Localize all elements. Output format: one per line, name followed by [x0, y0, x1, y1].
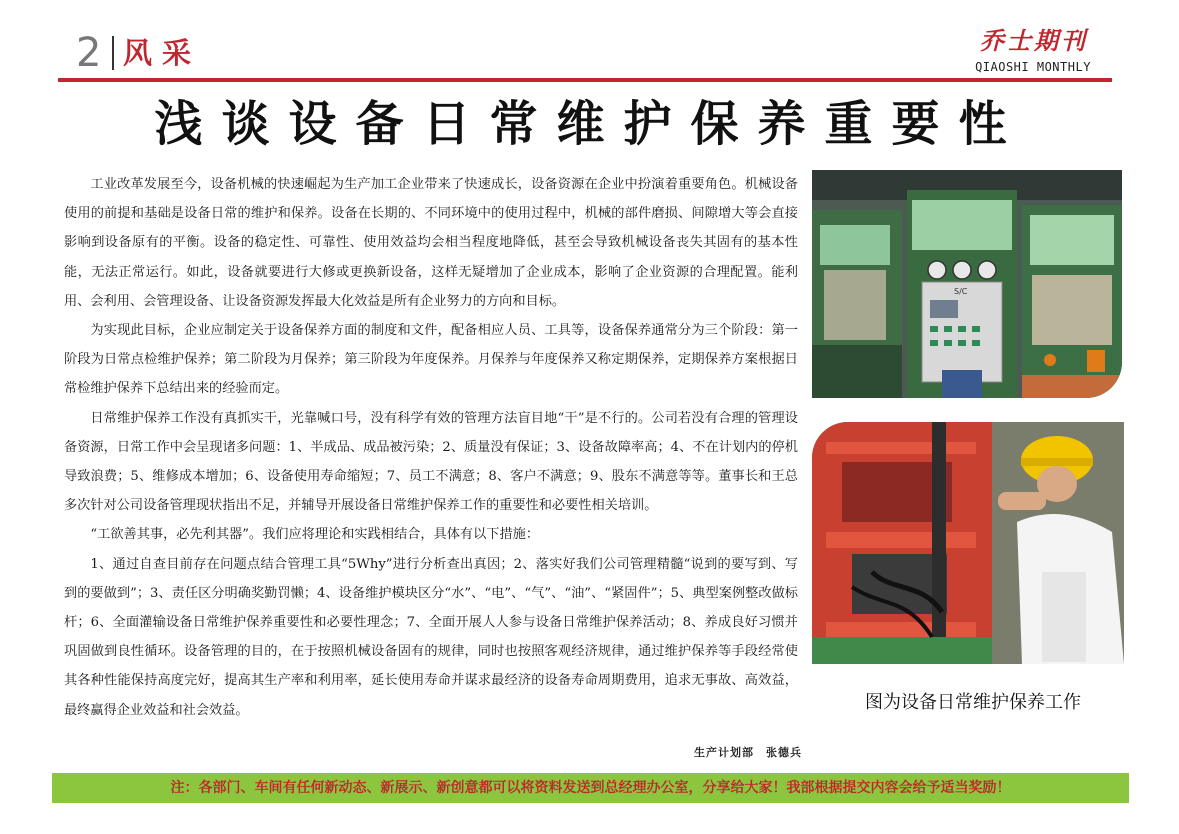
paragraph: 1、通过自查目前存在问题点结合管理工具“5Why”进行分析查出真因；2、落实好我们公司管理精髓“说到的要写到、写到的要做到”；3、责任区分明确奖勤罚懒；4、设备维护模块区分“水”、“电”、“气”、“油”、“紧固件”；5、典型案例整改做标杆；6、全面灌输设备日常维护保养重要性和必要性理念；7、全面开展人人参与设备日常维护保养活动；8、养成良好习惯并巩固做到良性循环。设备管理的目的，在于按照机械设备固有的规律，同时也按照客观经济规律，通过维护保养等手段经常使其各种性能保持高度完好，提高其生产率和利用率，延长使用寿命并谋求最经济的设备寿命周期费用，追求无事故、高效益，最终赢得企业效益和社会效益。: [64, 556, 798, 718]
header-rule: [58, 78, 1112, 82]
paragraph: “工欲善其事，必先利其器”。我们应将理论和实践相结合，具体有以下措施：: [90, 527, 540, 543]
brand-logo-en: QIAOSHI MONTHLY: [975, 60, 1091, 74]
header-divider: [112, 36, 114, 70]
paragraph: 日常维护保养工作没有真抓实干，光靠喊口号，没有科学有效的管理方法盲目地“干”是不行的。公司若没有合理的管理设备资源，日常工作中会呈现诸多问题：1、半成品、成品被污染；2、质量没有保证；3、设备故障率高；4、不在计划内的停机导致浪费；5、维修成本增加；6、设备使用寿命缩短；7、员工不满意；8、客户不满意；9、股东不满意等等。董事长和王总多次针对公司设备管理现状指出不足，并辅导开展设备日常维护保养工作的重要性和必要性相关培训。: [64, 410, 798, 514]
photo-caption: 图为设备日常维护保养工作: [865, 692, 1081, 713]
paragraph: 工业改革发展至今，设备机械的快速崛起为生产加工企业带来了快速成长，设备资源在企业中扮演着重要角色。机械设备使用的前提和基础是设备日常的维护和保养。设备在长期的、不同环境中的使用过程中，机械的部件磨损、间隙增大等会直接影响到设备原有的平衡。设备的稳定性、可靠性、使用效益均会相当程度地降低，甚至会导致机械设备丧失其固有的基本性能，无法正常运行。如此，设备就要进行大修或更换新设备，这样无疑增加了企业成本，影响了企业资源的合理配置。能利用、会利用、会管理设备、让设备资源发挥最大化效益是所有企业努力的方向和目标。: [64, 177, 798, 309]
notice-bar: [52, 773, 1129, 803]
paragraph: 为实现此目标，企业应制定关于设备保养方面的制度和文件，配备相应人员、工具等，设备保养通常分为三个阶段：第一阶段为日常点检维护保养；第二阶段为月保养；第三阶段为年度保养。月保养与年度保养又称定期保养，定期保养方案根据日常检维护保养下总结出来的经验而定。: [64, 323, 798, 397]
author-byline: 生产计划部 张德兵: [694, 746, 802, 759]
worker-photo-illustration: [812, 422, 1124, 664]
panel-label: S/C: [954, 287, 968, 296]
article-title: 浅谈设备日常维护保养重要性: [154, 96, 1026, 152]
article-body: [64, 170, 798, 725]
brand-logo-cn: 乔士期刊: [980, 26, 1088, 55]
page-number: 2: [76, 30, 102, 76]
machine-photo: [812, 170, 1122, 398]
machine-photo-illustration: [812, 170, 1122, 398]
notice-text: 注：各部门、车间有任何新动态、新展示、新创意都可以将资料发送到总经理办公室，分享给大家！我部根据提交内容会给予适当奖励！: [170, 780, 1011, 796]
worker-photo: [812, 422, 1124, 664]
section-title: 风采: [123, 36, 202, 70]
